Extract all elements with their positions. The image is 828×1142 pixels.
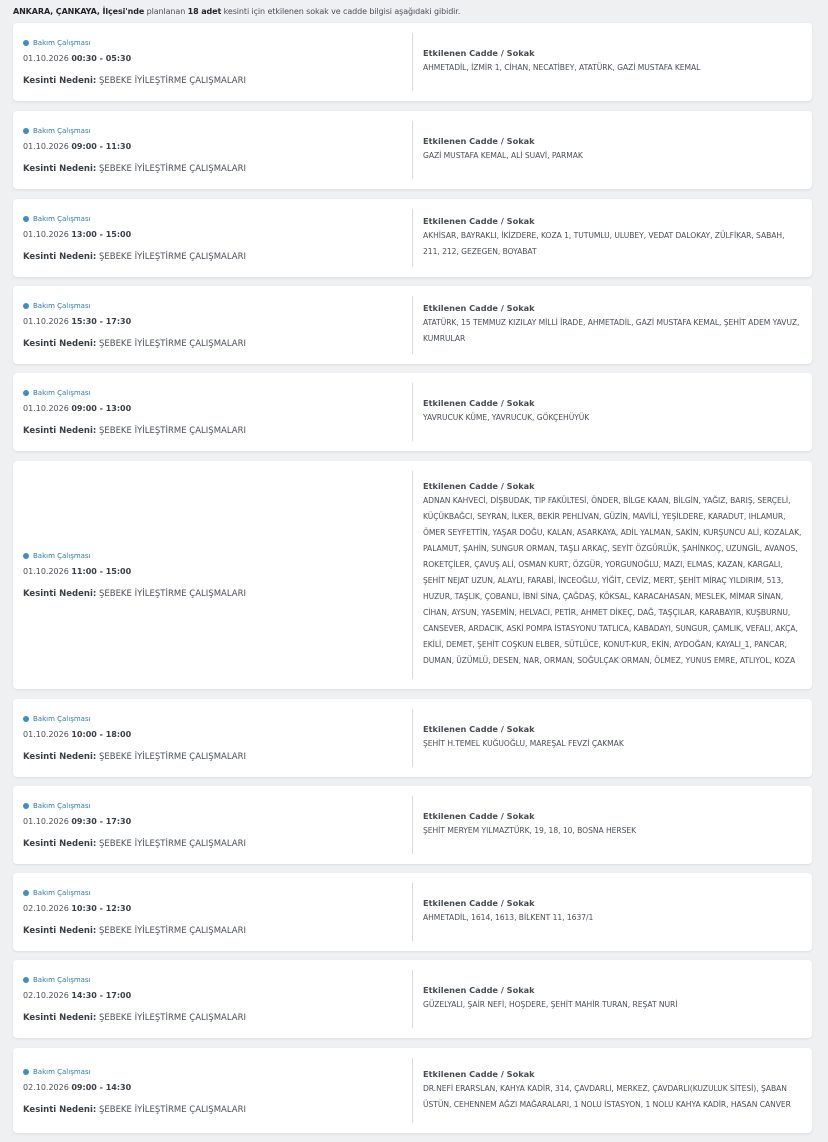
outage-info [23, 699, 403, 777]
affected-streets-panel [423, 286, 803, 364]
work-type [23, 551, 246, 561]
work-type [23, 301, 246, 311]
reason-value: ŞEBEKE İYİLEŞTİRME ÇALIŞMALARI [98, 1013, 246, 1023]
outage-info [23, 461, 403, 689]
affected-streets: ATATÜRK, 15 TEMMUZ KIZILAY MİLLİ İRADE, AHMETADİL, GAZİ MUSTAFA KEMAL, ŞEHİT ADEM YAVUZ, KUMRULAR [423, 318, 800, 343]
outage-datetime [23, 404, 246, 415]
reason-label: Kesinti Nedeni: [23, 426, 97, 436]
outage-time: 10:30 - 12:30 [71, 904, 132, 913]
outage-reason [23, 926, 246, 936]
work-type-label: Bakım Çalışması [33, 889, 91, 897]
outage-time: 10:00 - 18:00 [71, 730, 132, 739]
work-type-label: Bakım Çalışması [33, 715, 91, 723]
reason-value: ŞEBEKE İYİLEŞTİRME ÇALIŞMALARI [98, 426, 246, 436]
outage-info [23, 960, 403, 1038]
status-dot-icon [23, 803, 29, 809]
outage-reason [23, 1013, 246, 1023]
work-type-label: Bakım Çalışması [33, 302, 91, 310]
outage-datetime [23, 317, 246, 328]
affected-streets: ADNAN KAHVECİ, DİŞBUDAK, TIP FAKÜLTESİ, ÖNDER, BİLGE KAAN, BİLGİN, YAĞIZ, BARIŞ, SERÇELİ, KÜÇÜKBAĞCI, SEYRAN, İLKER, BEKİR PEHLİVAN, GÜZİN, MAVİLİ, YEŞİLDERE, KARADUT, IHLAMUR, ÖMER SEYFETTİN, YAŞAR DOĞU, KALAN, ASARKAYA, ADİL YALMAN, SAKİN, KURŞUNCU ALİ, KOZALAK, PALAMUT, ŞAHİN, SUNGUR ORMAN, TAŞLI ARKAÇ, SEYİT ÖZGÜRLÜK, ŞAHİNKOÇ, UZUNGİL, AVANOS, ROKETÇİLER, ÇAVUŞ ALİ, OSMAN KURT, ÖZGÜR, YORGUNOĞLU, MAZI, ELMAS, KAZAN, KARGALI, ŞEHİT NEJAT UZUN, ALAYLI, FARABİ, İNCEOĞLU, YİĞİT, CEVİZ, MERT, ŞEHİT MİRAÇ YILDIRIM, 513, HUZUR, TAŞLIK, ÇOBANLI, İBNİ SİNA, ÇAĞDAŞ, KÖKSAL, KARACAHASAN, MESLEK, MİMAR SİNAN, CİHAN, AYSUN, YASEMİN, HELVACI, PETİR, AHMET DİKEÇ, DAĞ, TAŞÇILAR, KARABAYIR, KUŞBURNU, CANSEVER, ARDACIK, ASKİ POMPA İSTASYONU TATLICA, KABADAYI, SUNGUR, ÇAMLIK, VEFALI, AKÇA, EKİLİ, DEMET, ŞEHİT COŞKUN ELBER, SÜTLÜCE, KONUT-KUR, EKİN, AYDOĞAN, KAYALI_1, PANCAR, DUMAN, ÜZÜMLÜ, DESEN, NAR, ORMAN, SOĞULÇAK ORMAN, ÖLMEZ, YUNUS EMRE, ATLIYOL, KOZA [423, 496, 802, 665]
outage-info [23, 111, 403, 189]
outage-reason [23, 839, 246, 849]
affected-streets: YAVRUCUK KÜME, YAVRUCUK, GÖKÇEHÜYÜK [423, 413, 590, 422]
outage-reason [23, 76, 246, 86]
work-type-label: Bakım Çalışması [33, 389, 91, 397]
outage-info [23, 286, 403, 364]
outage-time: 09:00 - 14:30 [71, 1082, 132, 1092]
card-divider [412, 970, 413, 1028]
outage-card [13, 23, 812, 101]
affected-streets-panel [423, 960, 803, 1038]
outage-date: 01.10.2026 [23, 567, 69, 576]
work-type [23, 388, 246, 398]
work-type [23, 38, 246, 48]
outage-card [13, 786, 812, 864]
outage-time: 15:30 - 17:30 [71, 317, 132, 326]
card-divider [412, 296, 413, 354]
outage-info [23, 873, 403, 951]
work-type-label: Bakım Çalışması [33, 39, 91, 47]
reason-label: Kesinti Nedeni: [23, 164, 97, 174]
outage-datetime [23, 230, 246, 241]
outage-date: 01.10.2026 [23, 730, 69, 739]
outage-time: 00:30 - 05:30 [71, 54, 132, 63]
outage-date: 02.10.2026 [23, 904, 69, 913]
affected-streets-title: Etkilenen Cadde / Sokak [423, 216, 535, 226]
reason-value: ŞEBEKE İYİLEŞTİRME ÇALIŞMALARI [98, 589, 246, 599]
outage-date: 01.10.2026 [23, 142, 69, 151]
outage-datetime [23, 991, 246, 1002]
affected-streets-panel [423, 199, 803, 277]
outage-info [23, 23, 403, 101]
work-type-label: Bakım Çalışması [33, 552, 91, 560]
reason-label: Kesinti Nedeni: [23, 1104, 97, 1115]
affected-streets-title: Etkilenen Cadde / Sokak [423, 398, 535, 408]
reason-value: ŞEBEKE İYİLEŞTİRME ÇALIŞMALARI [98, 839, 246, 849]
reason-label: Kesinti Nedeni: [23, 926, 97, 936]
card-divider [412, 209, 413, 267]
work-type [23, 801, 246, 811]
status-dot-icon [23, 1069, 29, 1075]
affected-streets-panel [423, 461, 803, 689]
outage-datetime [23, 54, 246, 65]
outage-datetime [23, 142, 246, 153]
card-divider [412, 383, 413, 441]
affected-streets-panel [423, 786, 803, 864]
reason-label: Kesinti Nedeni: [23, 752, 97, 762]
affected-streets: AHMETADİL, 1614, 1613, BİLKENT 11, 1637/1 [423, 913, 594, 922]
outage-date: 01.10.2026 [23, 54, 69, 63]
outage-time: 09:00 - 13:00 [71, 404, 132, 413]
affected-streets: DR.NEFİ ERARSLAN, KAHYA KADİR, 314, ÇAVDARLI, MERKEZ, ÇAVDARLI(KUZULUK SİTESİ), ŞABAN ÜSTÜN, CEHENNEM AĞZI MAĞARALARI, 1 NOLU İSTASYON, 1 NOLU KAHYA KADİR, HASAN CANVER [423, 1083, 791, 1109]
outage-card [13, 286, 812, 364]
affected-streets: AKHİSAR, BAYRAKLI, İKİZDERE, KOZA 1, TUTUMLU, ULUBEY, VEDAT DALOKAY, ZÜLFİKAR, SABAH, 211, 212, GEZEGEN, BOYABAT [423, 231, 785, 256]
summary-text [13, 7, 460, 16]
outage-time: 09:00 - 11:30 [71, 142, 132, 151]
card-divider [412, 1058, 413, 1123]
outage-reason [23, 252, 246, 262]
outage-datetime [23, 1083, 246, 1094]
card-divider [412, 709, 413, 767]
affected-streets: GAZİ MUSTAFA KEMAL, ALİ SUAVİ, PARMAK [423, 151, 583, 160]
outage-info [23, 1048, 403, 1133]
outage-time: 09:30 - 17:30 [71, 817, 132, 826]
affected-streets: ŞEHİT H.TEMEL KUĞUOĞLU, MAREŞAL FEVZİ ÇAKMAK [423, 739, 624, 748]
status-dot-icon [23, 303, 29, 309]
outage-date: 01.10.2026 [23, 230, 69, 239]
outage-card [13, 461, 812, 689]
outage-card [13, 699, 812, 777]
card-divider [412, 121, 413, 179]
reason-label: Kesinti Nedeni: [23, 339, 97, 349]
affected-streets-title: Etkilenen Cadde / Sokak [423, 303, 535, 313]
affected-streets-title: Etkilenen Cadde / Sokak [423, 898, 535, 908]
status-dot-icon [23, 216, 29, 222]
outage-date: 01.10.2026 [23, 817, 69, 826]
card-divider [412, 883, 413, 941]
work-type-label: Bakım Çalışması [33, 215, 91, 223]
outage-time: 14:30 - 17:00 [71, 991, 132, 1000]
work-type-label: Bakım Çalışması [33, 802, 91, 810]
affected-streets-title: Etkilenen Cadde / Sokak [423, 811, 535, 821]
work-type-label: Bakım Çalışması [33, 976, 91, 984]
outage-card [13, 873, 812, 951]
affected-streets-title: Etkilenen Cadde / Sokak [423, 481, 535, 491]
outage-reason [23, 339, 246, 349]
summary-location: ANKARA, ÇANKAYA, İlçesi'nde [13, 7, 145, 16]
reason-label: Kesinti Nedeni: [23, 252, 97, 262]
reason-value: ŞEBEKE İYİLEŞTİRME ÇALIŞMALARI [98, 1104, 246, 1115]
summary-text-before: planlanan [146, 7, 186, 16]
outage-time: 11:00 - 15:00 [71, 567, 132, 576]
affected-streets-panel [423, 699, 803, 777]
affected-streets-title: Etkilenen Cadde / Sokak [423, 724, 535, 734]
reason-value: ŞEBEKE İYİLEŞTİRME ÇALIŞMALARI [98, 76, 246, 86]
affected-streets: GÜZELYALI, ŞAİR NEFİ, HOŞDERE, ŞEHİT MAHİR TURAN, REŞAT NURİ [423, 1000, 678, 1009]
reason-label: Kesinti Nedeni: [23, 1013, 97, 1023]
outage-info [23, 373, 403, 451]
reason-value: ŞEBEKE İYİLEŞTİRME ÇALIŞMALARI [98, 164, 246, 174]
outage-datetime [23, 904, 246, 915]
work-type [23, 126, 246, 136]
work-type-label: Bakım Çalışması [33, 1067, 91, 1076]
outage-reason [23, 589, 246, 599]
affected-streets-title: Etkilenen Cadde / Sokak [423, 1068, 535, 1079]
outage-datetime [23, 567, 246, 578]
affected-streets: ŞEHİT MERYEM YILMAZTÜRK, 19, 18, 10, BOSNA HERSEK [423, 826, 637, 835]
outage-reason [23, 164, 246, 174]
outage-card [13, 199, 812, 277]
status-dot-icon [23, 390, 29, 396]
work-type [23, 888, 246, 898]
reason-label: Kesinti Nedeni: [23, 839, 97, 849]
affected-streets-panel [423, 111, 803, 189]
status-dot-icon [23, 977, 29, 983]
affected-streets-panel [423, 373, 803, 451]
outage-reason [23, 426, 246, 436]
affected-streets-panel [423, 873, 803, 951]
outage-date: 01.10.2026 [23, 404, 69, 413]
outage-date: 02.10.2026 [23, 1082, 69, 1092]
reason-label: Kesinti Nedeni: [23, 589, 97, 599]
card-divider [412, 796, 413, 854]
status-dot-icon [23, 553, 29, 559]
outage-card [13, 111, 812, 189]
outage-datetime [23, 817, 246, 828]
affected-streets-title: Etkilenen Cadde / Sokak [423, 48, 535, 58]
outage-info [23, 786, 403, 864]
summary-text-after: kesinti için etkilenen sokak ve cadde bilgisi aşağıdaki gibidir. [223, 7, 461, 16]
outage-card [13, 1048, 812, 1133]
affected-streets-title: Etkilenen Cadde / Sokak [423, 136, 535, 146]
affected-streets-panel [423, 1048, 803, 1133]
reason-value: ŞEBEKE İYİLEŞTİRME ÇALIŞMALARI [98, 339, 246, 349]
outage-reason [23, 1105, 246, 1115]
status-dot-icon [23, 716, 29, 722]
work-type [23, 1067, 246, 1077]
outage-reason [23, 752, 246, 762]
outage-time: 13:00 - 15:00 [71, 230, 132, 239]
outage-card [13, 960, 812, 1038]
reason-value: ŞEBEKE İYİLEŞTİRME ÇALIŞMALARI [98, 752, 246, 762]
affected-streets-title: Etkilenen Cadde / Sokak [423, 985, 535, 995]
status-dot-icon [23, 890, 29, 896]
outage-card [13, 373, 812, 451]
affected-streets: AHMETADİL, İZMİR 1, CİHAN, NECATİBEY, ATATÜRK, GAZİ MUSTAFA KEMAL [423, 63, 701, 72]
reason-label: Kesinti Nedeni: [23, 76, 97, 86]
summary-count: 18 adet [187, 7, 222, 16]
outage-datetime [23, 730, 246, 741]
work-type-label: Bakım Çalışması [33, 127, 91, 135]
status-dot-icon [23, 40, 29, 46]
affected-streets-panel [423, 23, 803, 101]
reason-value: ŞEBEKE İYİLEŞTİRME ÇALIŞMALARI [98, 926, 246, 936]
work-type [23, 975, 246, 985]
outage-date: 01.10.2026 [23, 317, 69, 326]
work-type [23, 214, 246, 224]
work-type [23, 714, 246, 724]
outage-date: 02.10.2026 [23, 991, 69, 1000]
reason-value: ŞEBEKE İYİLEŞTİRME ÇALIŞMALARI [98, 252, 246, 262]
card-divider [412, 471, 413, 679]
status-dot-icon [23, 128, 29, 134]
card-divider [412, 33, 413, 91]
outage-info [23, 199, 403, 277]
